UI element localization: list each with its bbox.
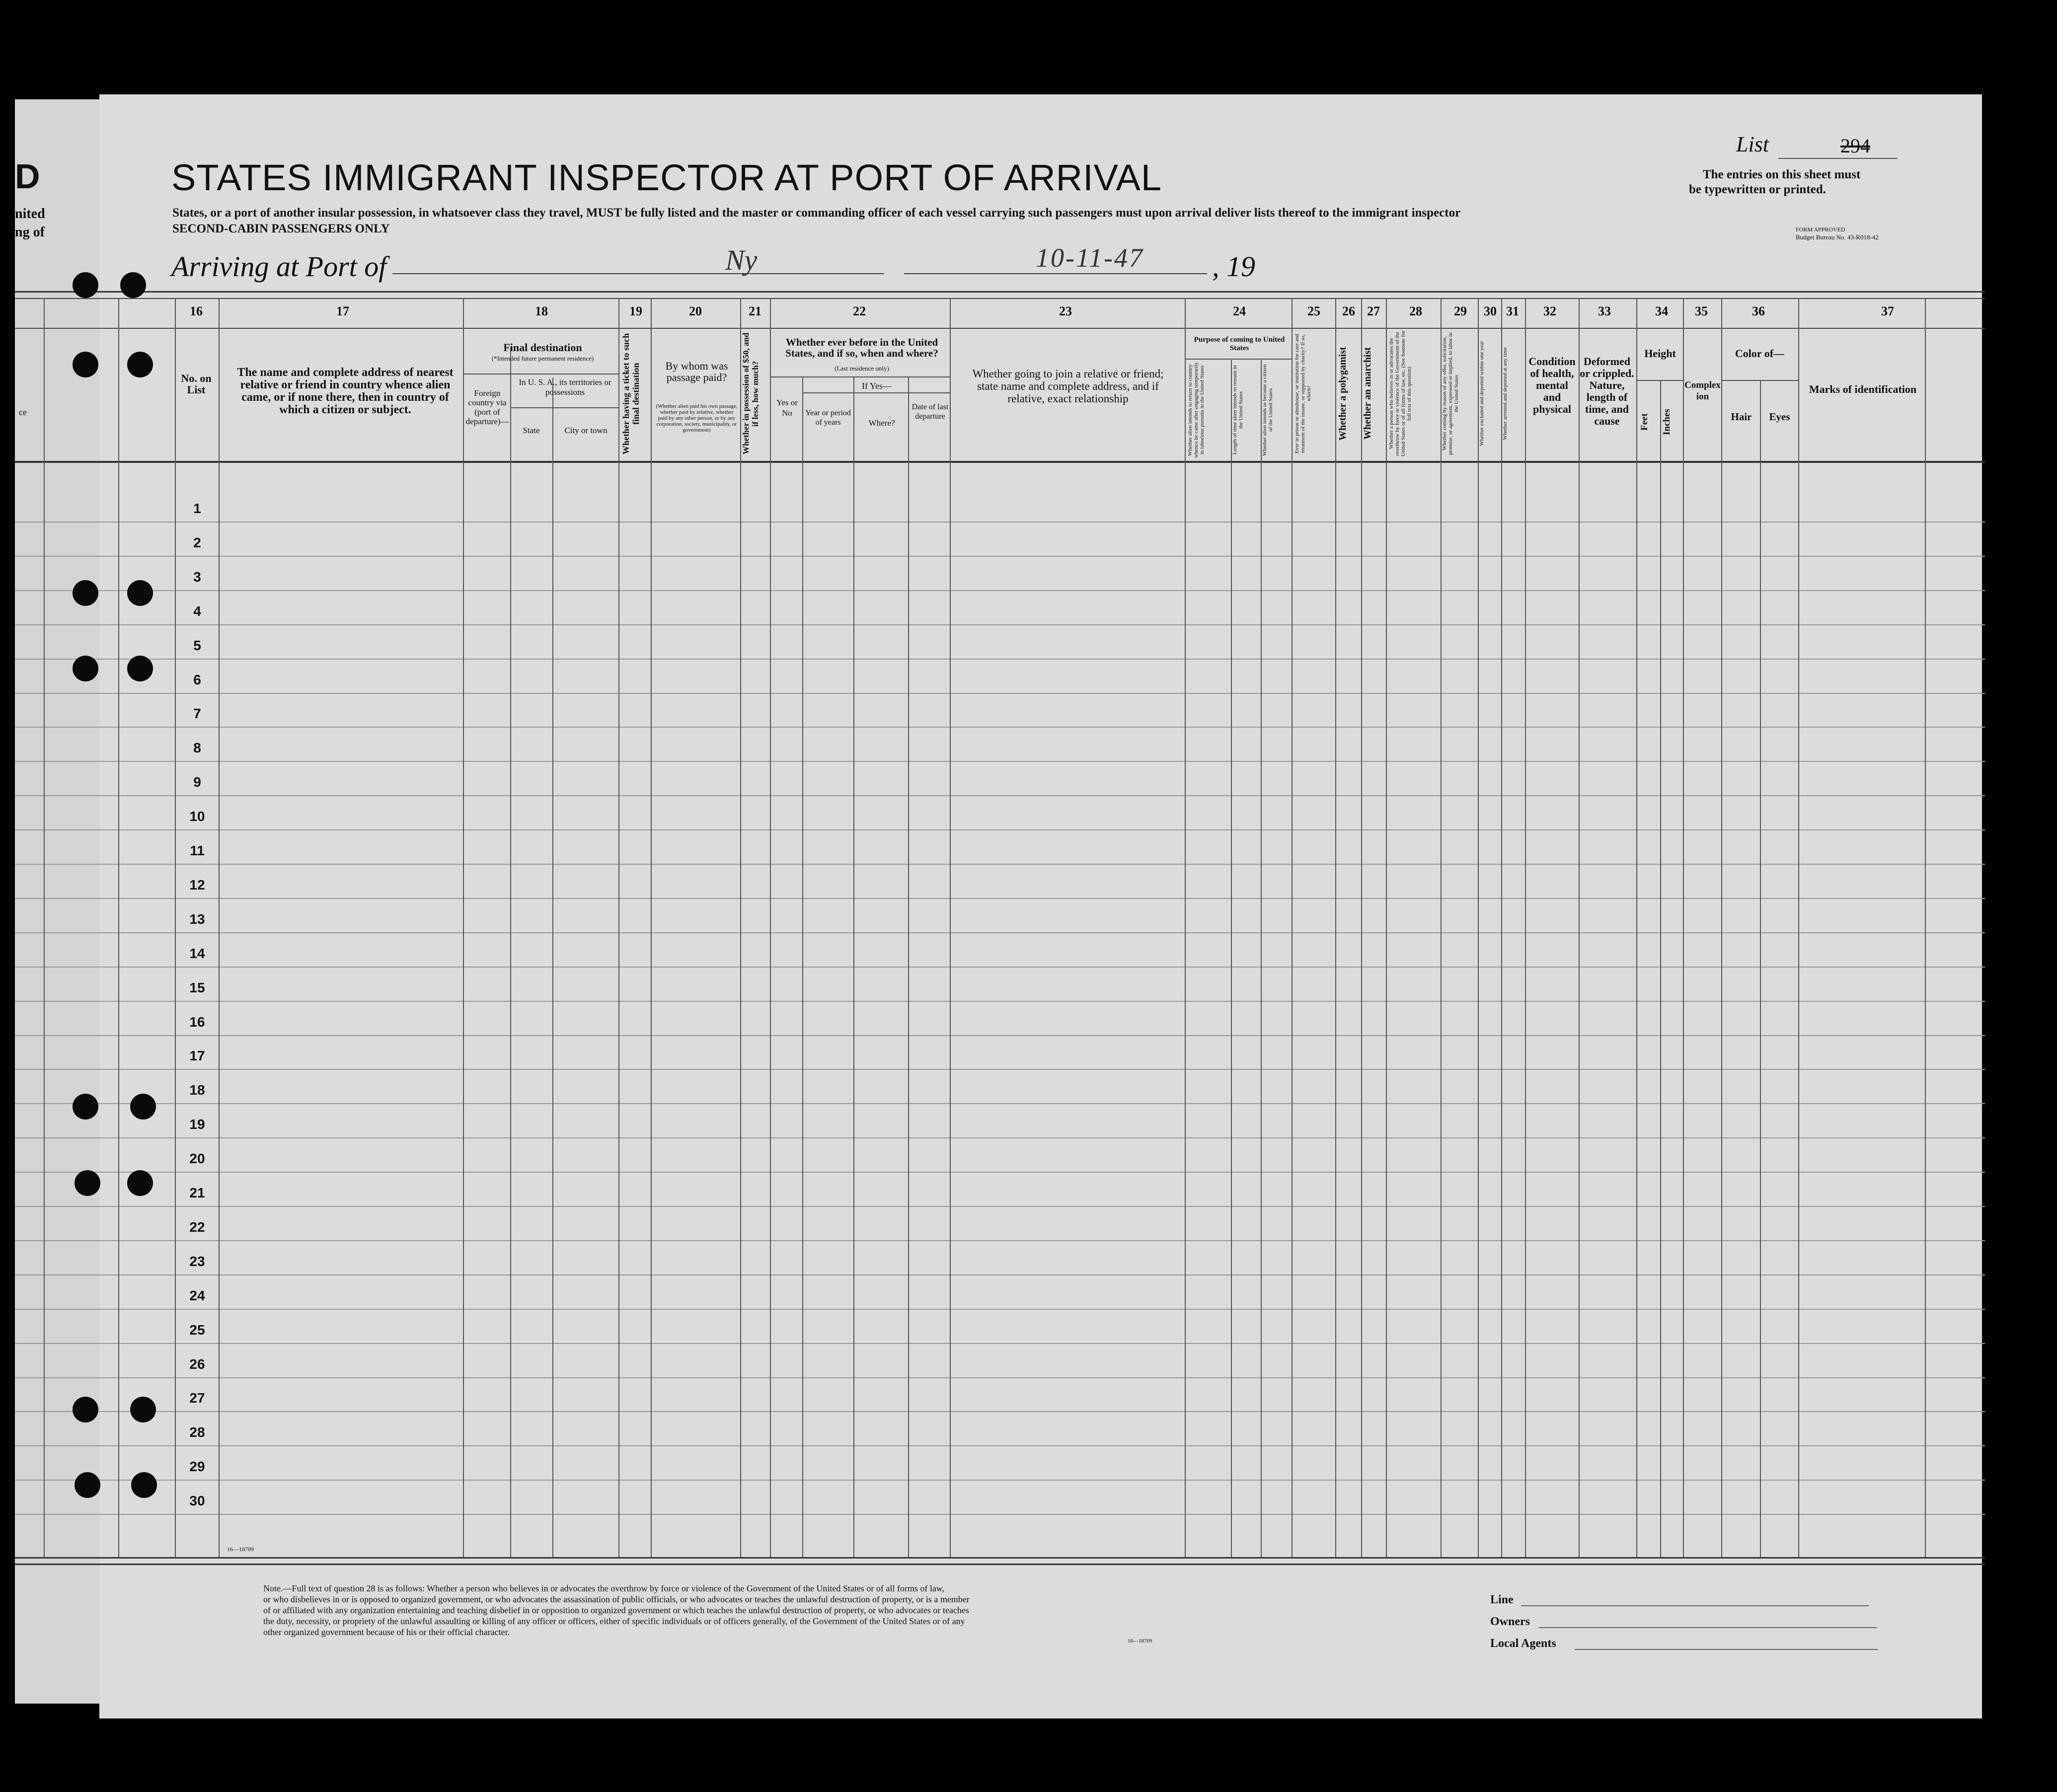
binding-hole (127, 352, 153, 377)
row-rule (15, 590, 1985, 591)
colnum-34: 34 (1655, 304, 1668, 318)
colnum-16: 16 (190, 304, 203, 318)
binding-hole (73, 1094, 98, 1120)
subheader-rule (1185, 359, 1292, 360)
column-divider (1292, 298, 1293, 1557)
footer-note-5: other organized government because of his or their official character. (263, 1627, 510, 1637)
colnum-18: 18 (535, 304, 548, 318)
subheader-rule (463, 373, 618, 374)
header-purpose-return: Whether alien intends to return to country whence he came after engaging temporarily in laborious pursuits in the United States (1187, 362, 1205, 458)
column-divider (740, 298, 741, 1557)
header-condition: Condition of health, mental and physical (1528, 355, 1576, 415)
header-no-on-list: No. on List (181, 372, 212, 396)
owners-field (1539, 1627, 1877, 1628)
form-approved-1: FORM APPROVED (1796, 226, 1845, 233)
colnum-20: 20 (689, 304, 702, 318)
colnum-24: 24 (1233, 304, 1246, 318)
instruction-text: States, or a port of another insular possession, in whatsoever class they travel, MUST be fully listed and the master or commanding officer of each vessel carrying such passengers must upon arrival deliver lists thereof to the immigrant inspector (172, 206, 1461, 220)
column-divider (1478, 298, 1479, 1557)
column-divider (1361, 298, 1362, 1557)
row-rule (15, 1377, 1985, 1378)
header-bottom-rule (15, 461, 1985, 463)
row-number: 12 (189, 877, 205, 893)
row-number: 11 (190, 843, 205, 858)
binding-hole (130, 1397, 156, 1422)
table-top-rule (15, 291, 1985, 293)
row-number: 17 (189, 1048, 205, 1064)
binding-hole (73, 1397, 98, 1422)
colnum-31: 31 (1506, 304, 1519, 318)
row-number: 30 (189, 1493, 205, 1509)
agents-field (1575, 1649, 1878, 1650)
header-final-destination: Final destination (503, 341, 582, 354)
header-marks: Marks of identification (1809, 383, 1917, 395)
header-mid-rule (15, 328, 1985, 329)
row-number: 4 (193, 603, 201, 619)
header-deformed: Deformed or crippled. Nature, length of time, and cause (1580, 355, 1634, 427)
header-yes-no: Yes or No (776, 398, 798, 418)
row-number: 7 (193, 706, 201, 722)
binding-hole (131, 1472, 157, 1498)
row-number: 9 (193, 774, 201, 790)
header-inches: Inches (1662, 409, 1672, 436)
binding-hole (73, 656, 98, 681)
subheader-rule (770, 376, 950, 377)
header-last-residence: (Last residence only) (835, 365, 889, 372)
column-divider (1231, 360, 1232, 1557)
line-label: Line (1490, 1593, 1514, 1606)
header-ticket: Whether having a ticket to such final destination (621, 333, 641, 454)
list-underline (1778, 158, 1898, 159)
row-rule (15, 624, 1985, 625)
header-arrested: Whether arrested and deported at any time (1502, 347, 1508, 440)
row-number: 24 (189, 1287, 205, 1303)
date-handwritten: 10-11-47 (1036, 243, 1144, 273)
row-rule (15, 864, 1985, 865)
column-divider (770, 298, 771, 1557)
column-divider (802, 377, 803, 1557)
row-rule (15, 1035, 1985, 1036)
binding-hole (130, 1094, 156, 1120)
row-rule (15, 727, 1985, 728)
colnum-29: 29 (1454, 304, 1467, 318)
row-rule (15, 898, 1985, 899)
binding-hole (75, 1472, 100, 1498)
colnum-21: 21 (749, 304, 762, 318)
colnum-27: 27 (1367, 304, 1380, 318)
header-by-whom: By whom was passage paid? (665, 360, 728, 383)
row-number: 15 (189, 979, 205, 995)
table-bottom-rule-2 (15, 1564, 1985, 1565)
binding-hole (127, 1170, 153, 1196)
header-if-yes: If Yes— (861, 381, 892, 391)
footer-note-4: the duty, necessity, or propriety of the unlawful assaulting or killing of any officer or officers, either of specific individuals or of officers generally, of the Government of the United States or of any (263, 1616, 965, 1626)
row-rule (15, 932, 1985, 933)
left-fragment-letter: D (15, 157, 40, 196)
header-by-whom-note: (Whether alien paid his own passage, whether paid by relative, whether paid by any other person, or by any corporation, society, municipality, or government) (656, 403, 738, 433)
header-possession-50: Whether in possession of $50, and if less, how much? (741, 332, 760, 455)
column-divider (1798, 298, 1799, 1557)
header-complexion: Complexion (1684, 380, 1721, 402)
header-anarchist: Whether an anarchist (1362, 347, 1373, 440)
row-rule (15, 1137, 1985, 1138)
row-number: 28 (189, 1424, 205, 1440)
header-city: City or town (564, 426, 608, 435)
row-number: 8 (193, 740, 201, 756)
column-divider (1683, 298, 1684, 1557)
colnum-25: 25 (1307, 304, 1320, 318)
passenger-class: SECOND-CABIN PASSENGERS ONLY (172, 222, 390, 235)
header-in-usa: In U. S. A., its territories or possessions (519, 377, 611, 397)
header-join-relative: Whether going to join a relative or friend; state name and complete address, and if relative, exact relationship (972, 368, 1164, 405)
header-state: State (523, 426, 540, 435)
colnum-rule (15, 298, 1985, 299)
row-number: 5 (193, 637, 201, 653)
row-rule (15, 1103, 1985, 1104)
table-bottom-rule (15, 1557, 1985, 1559)
row-rule (15, 795, 1985, 796)
footer-note-2: or who disbelieves in or is opposed to organized government, or who advocates the assassination of public officials, or who advocates or teaches the unlawful destruction of property, or is a member (263, 1594, 970, 1604)
binding-hole (127, 580, 153, 606)
row-number: 26 (189, 1356, 205, 1372)
row-number: 19 (189, 1117, 205, 1132)
column-divider (1660, 380, 1661, 1557)
header-purpose-citizen: Whether alien intends to become a citizen of the United States (1262, 364, 1274, 456)
column-divider (1760, 380, 1761, 1557)
port-field-line (392, 273, 884, 274)
footer-note-code: 16—18709 (1128, 1638, 1152, 1644)
row-number: 20 (189, 1151, 205, 1167)
row-number: 25 (189, 1322, 205, 1338)
row-number: 21 (189, 1185, 205, 1200)
colnum-26: 26 (1342, 304, 1355, 318)
footer-note-1: Note.—Full text of question 28 is as follows: Whether a person who believes in or advocates the overthrow by force or violence of the Government of the United States or of all forms of law, (263, 1583, 945, 1593)
row-rule (15, 967, 1985, 968)
left-fragment-line1: nited (15, 206, 45, 222)
subheader-rule (1636, 380, 1683, 381)
header-year-period: Year or period of years (805, 409, 851, 427)
subheader-rule (1721, 380, 1798, 381)
header-color-of: Color of— (1735, 347, 1785, 360)
header-height: Height (1644, 347, 1676, 360)
column-divider (552, 377, 553, 1557)
row-number: 27 (189, 1390, 205, 1406)
row-rule (15, 659, 1985, 660)
row-rule (15, 1206, 1985, 1207)
row-number: 1 (193, 501, 201, 516)
column-divider (463, 298, 464, 1557)
colnum-35: 35 (1695, 304, 1708, 318)
port-handwritten: Ny (725, 244, 758, 276)
header-eyes: Eyes (1769, 411, 1790, 423)
colnum-36: 36 (1752, 304, 1765, 318)
header-ever-before: Whether ever before in the United States, and if so, when and where? (785, 336, 938, 359)
column-divider (1579, 298, 1580, 1557)
row-rule (15, 1411, 1985, 1412)
row-number: 29 (189, 1459, 205, 1475)
list-label: List (1736, 132, 1769, 156)
subheader-rule (802, 392, 950, 393)
header-purpose-length: Length of time alien intends to remain in the United States (1232, 365, 1244, 455)
row-rule (15, 556, 1985, 557)
binding-hole (73, 580, 98, 606)
colnum-22: 22 (853, 304, 866, 318)
left-fragment-line3: ce (19, 407, 27, 417)
column-divider (1721, 298, 1722, 1557)
row-number: 2 (193, 534, 201, 550)
row-rule (15, 829, 1985, 830)
manifest-sheet (99, 94, 1982, 1718)
header-polygamist: Whether a polygamist (1337, 347, 1348, 441)
binding-hole (120, 272, 146, 298)
column-divider (44, 298, 45, 1557)
year-prefix: , 19 (1212, 250, 1255, 283)
typewritten-note-2: be typewritten or printed. (1689, 183, 1826, 196)
arriving-label: Arriving at Port of (171, 250, 387, 283)
row-rule (15, 1069, 1985, 1070)
row-rule (15, 1240, 1985, 1241)
column-divider (1636, 298, 1637, 1557)
header-foreign-country: Foreign country via (port of departure)— (465, 388, 509, 426)
footer-note-3: of or affiliated with any organization entertaining and teaching disbelief in or opposition to organized government or which teaches the unlawful destruction of property, or who advocates or teaches (263, 1605, 969, 1615)
header-overthrow: Whether a person who believes in or advocates the overthrow by force or violence of the Government of the United States or of all forms of law, etc. (See footnote for full text of this question) (1388, 330, 1412, 457)
column-divider (510, 377, 511, 1557)
colnum-30: 30 (1484, 304, 1497, 318)
owners-label: Owners (1490, 1615, 1530, 1628)
colnum-19: 19 (629, 304, 642, 318)
binding-hole (127, 656, 153, 681)
row-number: 14 (189, 945, 205, 961)
column-divider (950, 298, 951, 1557)
page-title: STATES IMMIGRANT INSPECTOR AT PORT OF ARRIVAL (171, 157, 1162, 198)
binding-hole (73, 352, 98, 377)
row-number: 13 (189, 911, 205, 927)
column-divider (618, 298, 619, 1557)
colnum-33: 33 (1598, 304, 1611, 318)
column-divider (1441, 298, 1442, 1557)
row-rule (15, 1514, 1985, 1515)
row-rule (15, 1274, 1985, 1275)
header-final-destination-note: (*Intended future permanent residence) (491, 355, 594, 362)
column-divider (1386, 298, 1387, 1557)
colnum-28: 28 (1409, 304, 1422, 318)
header-labor-offer: Whether coming by reason of any offer, solicitation, promise, or agreement, expressed or implied, to labor in the United States (1442, 332, 1459, 455)
row-number: 3 (193, 569, 201, 585)
colnum-23: 23 (1059, 304, 1072, 318)
row-rule (15, 1172, 1985, 1173)
row-rule (15, 1480, 1985, 1481)
column-divider (1261, 360, 1262, 1557)
form-code-small: 16—18709 (227, 1546, 254, 1553)
row-rule (15, 1343, 1985, 1344)
row-rule (15, 522, 1985, 523)
typewritten-note-1: The entries on this sheet must (1703, 168, 1861, 181)
header-where: Where? (868, 418, 895, 428)
header-excluded: Whether excluded and deported within one year (1479, 341, 1485, 447)
colnum-37: 37 (1881, 304, 1894, 318)
row-rule (15, 761, 1985, 762)
row-rule (15, 1309, 1985, 1310)
row-number: 22 (189, 1219, 205, 1235)
column-divider (853, 377, 854, 1557)
column-divider (1185, 298, 1186, 1557)
column-divider (1925, 298, 1926, 1557)
date-field-line (904, 273, 1207, 274)
form-approved-2: Budget Bureau No. 43-R018-42 (1796, 233, 1879, 241)
binding-hole (73, 272, 98, 298)
header-prison: Ever in prison or almshouse, or institution for care and treatment of the insane, or supported by charity? If so, which? (1294, 334, 1312, 453)
column-divider (908, 377, 909, 1557)
colnum-17: 17 (336, 304, 349, 318)
column-divider (1525, 298, 1526, 1557)
subheader-rule (510, 407, 618, 408)
header-date-last-departure: Date of last departure (912, 403, 949, 421)
row-number: 10 (189, 809, 205, 824)
column-divider (651, 298, 652, 1557)
row-number: 23 (189, 1253, 205, 1269)
row-rule (15, 693, 1985, 694)
agents-label: Local Agents (1490, 1637, 1556, 1650)
column-divider (1335, 298, 1336, 1557)
left-fragment-line2: ng of (15, 224, 45, 240)
row-rule (15, 1001, 1985, 1002)
row-number: 6 (193, 672, 201, 687)
row-number: 16 (189, 1014, 205, 1030)
column-divider (118, 298, 119, 1557)
row-number: 18 (189, 1082, 205, 1098)
binding-hole (75, 1170, 100, 1196)
row-rule (15, 1445, 1985, 1446)
line-field (1521, 1605, 1869, 1606)
header-hair: Hair (1731, 411, 1752, 423)
header-purpose: Purpose of coming to United States (1194, 336, 1285, 352)
header-relative: The name and complete address of nearest relative or friend in country whence alien came, or if none there, then in country of which a citizen or subject. (237, 366, 454, 416)
list-number: 294 (1840, 135, 1870, 157)
colnum-32: 32 (1543, 304, 1556, 318)
header-feet: Feet (1639, 413, 1650, 431)
column-divider (1501, 298, 1502, 1557)
